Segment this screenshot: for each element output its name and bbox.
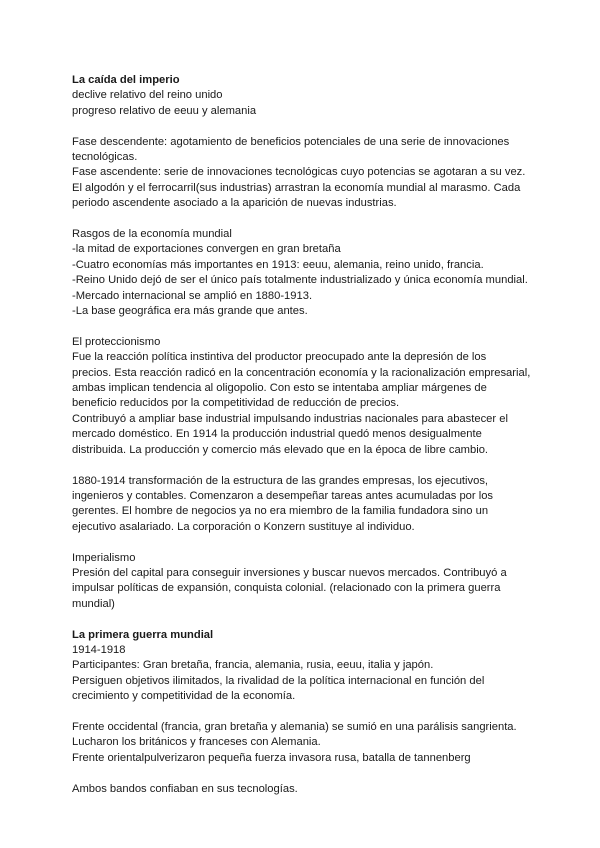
paragraph-gap — [72, 766, 542, 781]
text-line: Imperialismo — [72, 551, 136, 564]
text-line: periodo ascendente asociado a la aparición de nuevas industrias. — [72, 197, 397, 210]
text-line: Contribuyó a ampliar base industrial impulsando industrias nacionales para abastecer el — [72, 412, 508, 425]
section-heading: La caída del imperio — [72, 74, 180, 86]
text-line: El algodón y el ferrocarril(sus industrias) arrastran la economía mundial al marasmo. Cada — [72, 181, 521, 194]
text-line: ingenieros y contables. Comenzaron a desempeñar tareas antes acumuladas por los — [72, 489, 494, 502]
text-line: -Mercado internacional se amplió en 1880-1913. — [72, 289, 313, 302]
text-line: mundial) — [72, 597, 115, 610]
text-line: Persiguen objetivos ilimitados, la rivalidad de la política internacional en función del — [72, 674, 485, 687]
text-line: -Cuatro economías más importantes en 1913: eeuu, alemania, reino unido, francia. — [72, 258, 484, 271]
text-line: -La base geográfica era más grande que antes. — [72, 305, 308, 318]
paragraph-gap — [72, 705, 542, 720]
text-line: Rasgos de la economía mundial — [72, 228, 232, 241]
text-line: 1914-1918 — [72, 643, 126, 656]
paragraph-gap — [72, 119, 542, 134]
paragraph-gap — [72, 612, 542, 627]
text-line: Presión del capital para conseguir inversiones y buscar nuevos mercados. Contribuyó a — [72, 566, 507, 579]
text-line: precios. Esta reacción radicó en la concentración economía y la racionalización empresarial, — [72, 366, 531, 379]
paragraph-gap — [72, 319, 542, 334]
text-line: Participantes: Gran bretaña, francia, alemania, rusia, eeuu, italia y japón. — [72, 659, 434, 672]
text-line: gerentes. El hombre de negocios ya no era miembro de la familia fundadora sino un — [72, 505, 489, 518]
text-line: El proteccionismo — [72, 335, 161, 348]
text-line: mercado doméstico. En 1914 la producción industrial quedó menos desigualmente — [72, 428, 482, 441]
paragraph-gap — [72, 458, 542, 473]
section-heading: La primera guerra mundial — [72, 628, 214, 641]
text-line: progreso relativo de eeuu y alemania — [72, 104, 257, 117]
text-line: tecnológicas. — [72, 151, 138, 164]
text-line: ambas implican tendencia al oligopolio. Con esto se intentaba ampliar márgenes de — [72, 382, 487, 395]
text-line: crecimiento y competitividad de la economía. — [72, 690, 296, 703]
text-line: distribuida. La producción y comercio más elevado que en la época de libre cambio. — [72, 443, 489, 456]
text-line: ejecutivo asalariado. La corporación o Konzern sustituye al individuo. — [72, 520, 415, 533]
paragraph-gap — [72, 212, 542, 227]
text-line: Fase descendente: agotamiento de beneficios potenciales de una serie de innovaciones — [72, 135, 510, 148]
text-line: Lucharon los británicos y franceses con Alemania. — [72, 736, 321, 749]
text-line: declive relativo del reino unido — [72, 89, 223, 102]
text-line: -Reino Unido dejó de ser el único país totalmente industrializado y única economía mundial. — [72, 274, 528, 287]
text-line: Frente occidental (francia, gran bretaña y alemania) se sumió en una parálisis sangrienta. — [72, 720, 517, 733]
document-body — [72, 73, 542, 797]
text-line: Fue la reacción política instintiva del productor preocupado ante la depresión de los — [72, 351, 487, 364]
paragraph-gap — [72, 535, 542, 550]
text-line: -la mitad de exportaciones convergen en gran bretaña — [72, 243, 341, 256]
text-line: 1880-1914 transformación de la estructura de las grandes empresas, los ejecutivos, — [72, 474, 489, 487]
text-line: Frente orientalpulverizaron pequeña fuerza invasora rusa, batalla de tannenberg — [72, 751, 471, 764]
text-line: impulsar políticas de expansión, conquista colonial. (relacionado con la primera guerra — [72, 582, 501, 595]
text-line: beneficio reducidos por la competitividad de reducción de precios. — [72, 397, 400, 410]
text-line: Fase ascendente: serie de innovaciones tecnológicas cuyo potencias se agotaran a su vez. — [72, 166, 526, 179]
text-line: Ambos bandos confiaban en sus tecnologías. — [72, 782, 298, 795]
